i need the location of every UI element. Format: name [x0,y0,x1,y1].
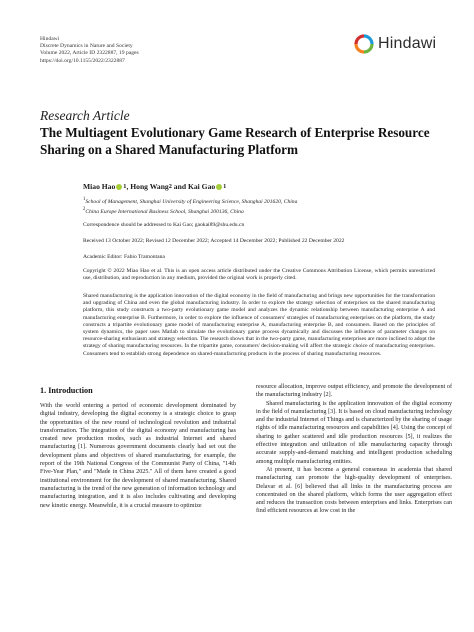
orcid-icon[interactable] [216,184,222,190]
journal-name: Discrete Dynamics in Nature and Society [40,43,133,50]
volume-line: Volume 2022, Article ID 2322887, 19 pages [40,50,139,57]
author-name[interactable]: Hong Wang [130,182,169,191]
orcid-icon[interactable] [116,184,122,190]
copyright-notice: Copyright © 2022 Miao Hao et al. This is an open access article distributed under the Creative Commons Attribution License, which permits unrestricted use, distribution, and reproduction in any medium, provided the original work is properly cited. [83,268,435,282]
affiliations [83,196,435,216]
paragraph: resource allocation, improve output efficiency, and promote the development of the manufacturing industry [2]. [256,384,452,399]
author-name[interactable]: Kai Gao [187,182,216,191]
paragraph: Shared manufacturing is the application innovation of the digital economy in the field of manufacturing [3]. It is based on cloud manufacturing technology and the industrial Internet of Things and is characterized by the sharing of usage rights of idle manufacturing resources and capabilities [4]. Using the concept of sharing to gather scattered and idle production resources [5], it realizes the effective integration and utilization of idle manufacturing capacity through accurate supply-and-demand matching and intelligent production scheduling among multiple manufacturing entities. [256,400,452,465]
paragraph: At present, it has become a general consensus in academia that shared manufacturing can promote the high-quality development of enterprises. Delavar et al. [6] believed that all links in the manufacturing process are concentrated on the shared platform, which forms the user aggregation effect and reduces the transaction costs between enterprises and links. Enterprises can find efficient resources at low cost in the [256,466,452,515]
author-affiliation-sup: 1 [223,183,227,190]
section-heading: 1. Introduction [40,386,93,395]
author-list [83,182,226,191]
author-separator: , [126,182,131,191]
author-name[interactable]: Miao Hao [83,182,116,191]
abstract: Shared manufacturing is the application innovation of the digital economy in the field of manufacturing and brings new opportunities for the transformation and upgrading of China and even the global manufacturing industry. In order to explore the strategy selection of enterprises on the shared manufacturing platform, this study constructs a two-party evolutionary game model and analyzes the dynamic relationship between manufacturing enterprise A and manufacturing enterprise B. Furthermore, in order to explore the influence of consumers' strategies of manufacturing enterprises on the platform, the study constructs a tripartite evolutionary game model of manufacturing enterprise A, manufacturing enterprise B, and consumers. Based on the principles of system dynamics, the paper uses Matlab to simulate the evolutionary game process dynamically and discusses the influence of parameter changes on resource-sharing enthusiasm and strategy selection. The research shows that in the two-party game, manufacturing enterprises are more inclined to adopt the strategy of sharing manufacturing resources. In the tripartite game, consumers' decision-making will affect the strategic choice of manufacturing enterprises. Consumers tend to establish strong dependence on shared-manufacturing products in the process of sharing manufacturing resources. [83,293,435,357]
body-column-left [40,402,236,510]
body-column-right [256,383,452,516]
logo-text: Hindawi [378,35,437,52]
publication-dates: Received 13 October 2022; Revised 12 December 2022; Accepted 14 December 2022; Published 22 December 2022 [83,238,345,244]
hindawi-logo-icon [354,34,374,54]
academic-editor: Academic Editor: Fabio Tramontana [83,254,165,260]
author-affiliation-sup: 2 [168,183,172,190]
correspondence-note: Correspondence should be addressed to Kai Gao; gaokai89@shu.edu.cn [83,222,245,228]
doi-link[interactable]: https://doi.org/10.1155/2022/2322887 [40,57,125,64]
journal-metadata [40,36,139,65]
article-title: The Multiagent Evolutionary Game Research of Enterprise Resource Sharing on a Shared Manufacturing Platform [40,125,430,157]
author-affiliation-sup: 1 [123,183,127,190]
publisher-name: Hindawi [40,36,60,42]
affiliation-item: $^2$China Europe International Business School, Shanghai 200136, China [83,207,244,215]
affiliation-item: $^1$School of Management, Shanghai University of Engineering Science, Shanghai 201620, China [83,197,298,205]
paragraph: With the world entering a period of economic development dominated by digital industry, developing the digital economy is a strategic choice to grasp the opportunities of the new round of technological revolution and industrial transformation. The integration of the digital economy and manufacturing has created new production modes, such as industrial Internet and shared manufacturing [1]. Numerous government documents clearly had set out the development plans and objectives of shared manufacturing, for example, the report of the 19th National Congress of the Communist Party of China, "14th Five-Year Plan," and "Made in China 2025." All of them have created a good institutional environment for the development of shared manufacturing. Shared manufacturing is the trend of the new generation of information technology and manufacturing integration, and it is also includes cultivating and developing new kinetic energy. Meanwhile, it is a crucial measure to optimize [40,403,236,509]
article-type: Research Article [40,108,130,123]
author-separator: and [171,182,188,191]
publisher-logo[interactable] [354,34,436,54]
